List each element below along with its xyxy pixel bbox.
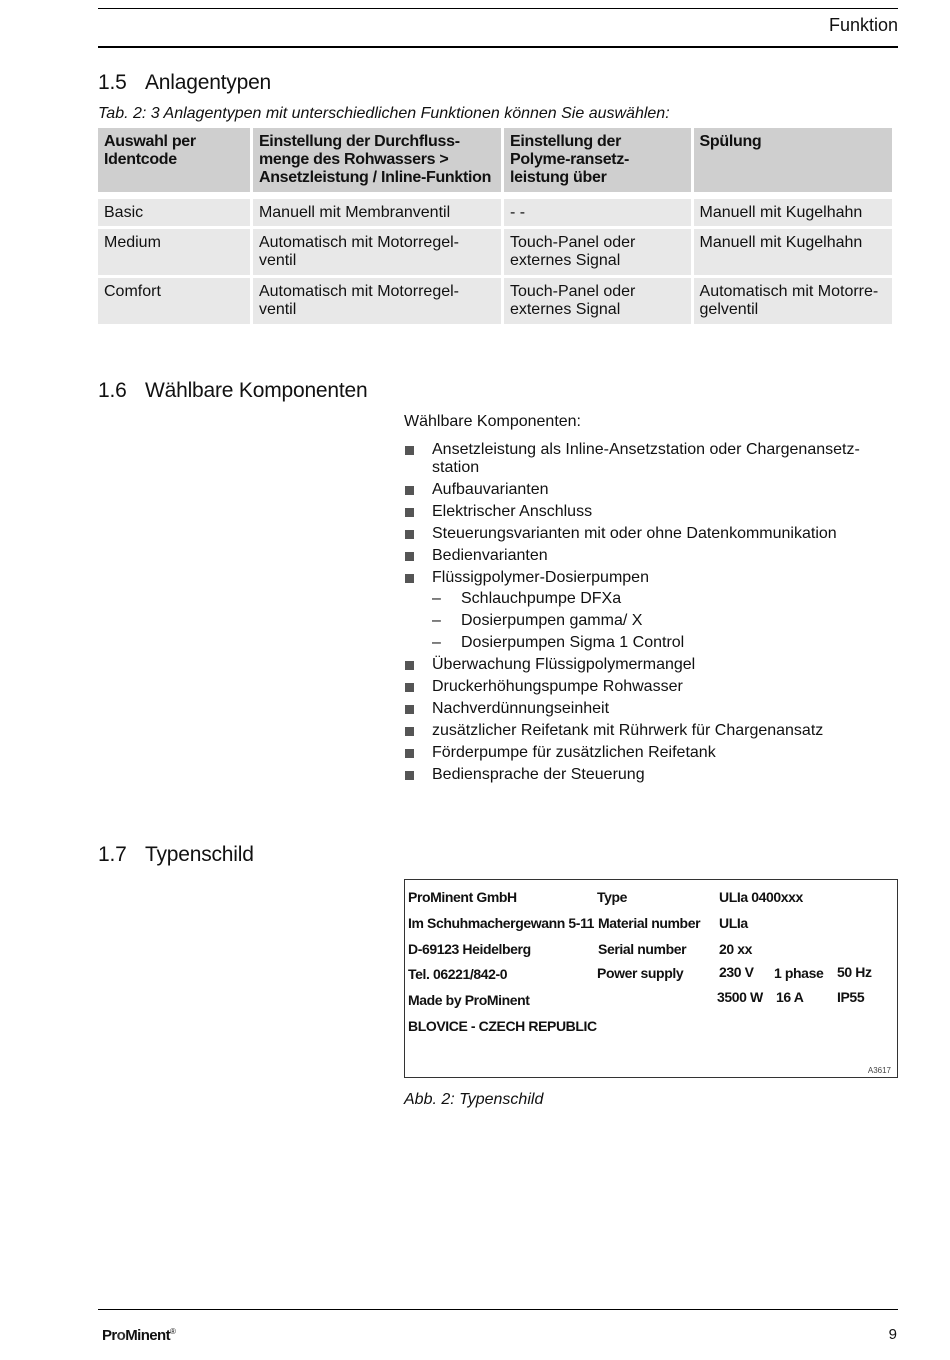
list-item-text: Druckerhöhungspumpe Rohwasser [432, 678, 683, 695]
list-item [404, 700, 884, 718]
sublist-item-text: Dosierpumpen gamma/ X [461, 612, 643, 629]
nameplate-protection: IP55 [837, 989, 865, 1005]
components-list [404, 441, 884, 788]
nameplate-material-value: ULIa [719, 915, 748, 931]
dash-bullet-icon: – [432, 612, 441, 629]
nameplate-made-by: Made by ProMinent [408, 992, 530, 1008]
sublist-item-text: Schlauchpumpe DFXa [461, 590, 622, 607]
nameplate-serial-value: 20 xx [719, 941, 753, 957]
bullet-square-icon [405, 705, 414, 714]
table-cell: Automatisch mit Motorre-gelventil [694, 278, 892, 324]
nameplate-company: ProMinent GmbH [408, 889, 517, 905]
list-item-text: Förderpumpe für zusätzlichen Reifetank [432, 744, 716, 761]
list-item [404, 656, 884, 674]
table-cell: - - [504, 199, 691, 226]
nameplate-power-label: Power supply [597, 965, 684, 981]
list-item-text: Nachverdünnungseinheit [432, 700, 610, 717]
components-intro: Wählbare Komponenten: [404, 413, 581, 430]
nameplate-current: 16 A [776, 989, 804, 1005]
bullet-square-icon [405, 727, 414, 736]
table-cell: Automatisch mit Motorregel-ventil [253, 229, 501, 275]
table-header-row [98, 128, 892, 192]
nameplate-type-label: Type [597, 889, 628, 905]
list-item-text: Überwachung Flüssigpolymermangel [432, 656, 696, 673]
bullet-square-icon [405, 749, 414, 758]
table-header-cell: Auswahl per Identcode [98, 128, 250, 192]
list-item-text: Steuerungsvarianten mit oder ohne Datenkommunikation [432, 525, 837, 542]
table-cell: Basic [98, 199, 250, 226]
nameplate-phase: 1 phase [774, 965, 824, 981]
list-item [404, 678, 884, 696]
nameplate-material-label: Material number [598, 915, 701, 931]
header-title: Funktion [828, 15, 898, 35]
nameplate-type-value: ULIa 0400xxx [719, 889, 803, 905]
bullet-square-icon [405, 446, 414, 455]
section-number: 1.6 [98, 379, 127, 402]
section-heading-1-7 [98, 843, 254, 867]
dash-bullet-icon: – [432, 590, 441, 607]
footer-rule [98, 1309, 898, 1310]
nameplate-city: D-69123 Heidelberg [408, 941, 531, 957]
table-cell: Manuell mit Kugelhahn [694, 229, 892, 275]
logo-text-pre: Pr [102, 1327, 117, 1344]
list-item-text: Elektrischer Anschluss [432, 503, 593, 520]
logo-registered-mark: ® [169, 1327, 176, 1336]
prominent-logo [102, 1327, 175, 1344]
nameplate-power: 3500 W [717, 989, 763, 1005]
section-title: Anlagentypen [145, 71, 272, 94]
table-cell: Manuell mit Kugelhahn [694, 199, 892, 226]
pump-sublist [432, 590, 884, 652]
logo-text-o: o [116, 1327, 126, 1344]
section-title: Wählbare Komponenten [145, 379, 368, 402]
header-top-rule [98, 8, 898, 9]
sublist-item [432, 612, 884, 630]
header-bottom-rule [98, 46, 898, 48]
section-title: Typenschild [145, 843, 254, 866]
dash-bullet-icon: – [432, 634, 441, 651]
section-number: 1.7 [98, 843, 127, 866]
table-cell: Medium [98, 229, 250, 275]
nameplate-figure [404, 879, 898, 1078]
bullet-square-icon [405, 508, 414, 517]
bullet-square-icon [405, 574, 414, 583]
table-spacer [98, 195, 892, 196]
bullet-square-icon [405, 683, 414, 692]
section-heading-1-6 [98, 379, 367, 403]
list-item-text: Bedienvarianten [432, 547, 548, 564]
bullet-square-icon [405, 530, 414, 539]
list-item [404, 766, 884, 784]
sublist-item-text: Dosierpumpen Sigma 1 Control [461, 634, 685, 651]
list-item [404, 744, 884, 762]
list-item [404, 441, 884, 477]
bullet-square-icon [405, 486, 414, 495]
table-header-cell: Einstellung der Durchfluss-menge des Rohwassers > Ansetzleistung / Inline-Funktion [253, 128, 501, 192]
list-item [404, 481, 884, 499]
list-item [404, 547, 884, 565]
table-row [98, 278, 892, 324]
section-heading-1-5 [98, 71, 271, 95]
list-item-text: Ansetzleistung als Inline-Ansetzstation oder Chargenansetz-station [432, 441, 860, 476]
table-header-cell: Einstellung der Polyme-ransetz-leistung über [504, 128, 691, 192]
table-row [98, 229, 892, 275]
nameplate-serial-label: Serial number [598, 941, 687, 957]
list-item-text: Aufbauvarianten [432, 481, 549, 498]
nameplate-origin: BLOVICE - CZECH REPUBLIC [408, 1018, 597, 1034]
nameplate-frequency: 50 Hz [837, 964, 872, 980]
table-cell: Touch-Panel oder externes Signal [504, 229, 691, 275]
bullet-square-icon [405, 552, 414, 561]
list-item [404, 569, 884, 652]
list-item [404, 525, 884, 543]
sublist-item [432, 634, 884, 652]
anlagentypen-table [95, 125, 895, 327]
bullet-square-icon [405, 661, 414, 670]
nameplate-street: Im Schuhmachergewann 5-11 [408, 915, 595, 931]
bullet-square-icon [405, 771, 414, 780]
nameplate-tel: Tel. 06221/842-0 [408, 966, 508, 982]
sublist-item [432, 590, 884, 608]
table-cell: Touch-Panel oder externes Signal [504, 278, 691, 324]
table-cell: Manuell mit Membranventil [253, 199, 501, 226]
table-header-cell: Spülung [694, 128, 892, 192]
figure-code: A3617 [867, 1066, 891, 1075]
figure-caption: Abb. 2: Typenschild [404, 1091, 544, 1108]
list-item-text: zusätzlicher Reifetank mit Rührwerk für Chargenansatz [432, 722, 824, 739]
page-number: 9 [888, 1326, 897, 1343]
table-caption: Tab. 2: 3 Anlagentypen mit unterschiedlichen Funktionen können Sie auswählen: [98, 105, 670, 122]
logo-text-post: Minent [125, 1327, 170, 1344]
table-row [98, 199, 892, 226]
table-cell: Automatisch mit Motorregel-ventil [253, 278, 501, 324]
section-number: 1.5 [98, 71, 127, 94]
table-cell: Comfort [98, 278, 250, 324]
list-item [404, 722, 884, 740]
list-item-text: Bediensprache der Steuerung [432, 766, 645, 783]
list-item [404, 503, 884, 521]
list-item-text: Flüssigpolymer-Dosierpumpen [432, 569, 649, 586]
nameplate-voltage: 230 V [719, 964, 754, 980]
